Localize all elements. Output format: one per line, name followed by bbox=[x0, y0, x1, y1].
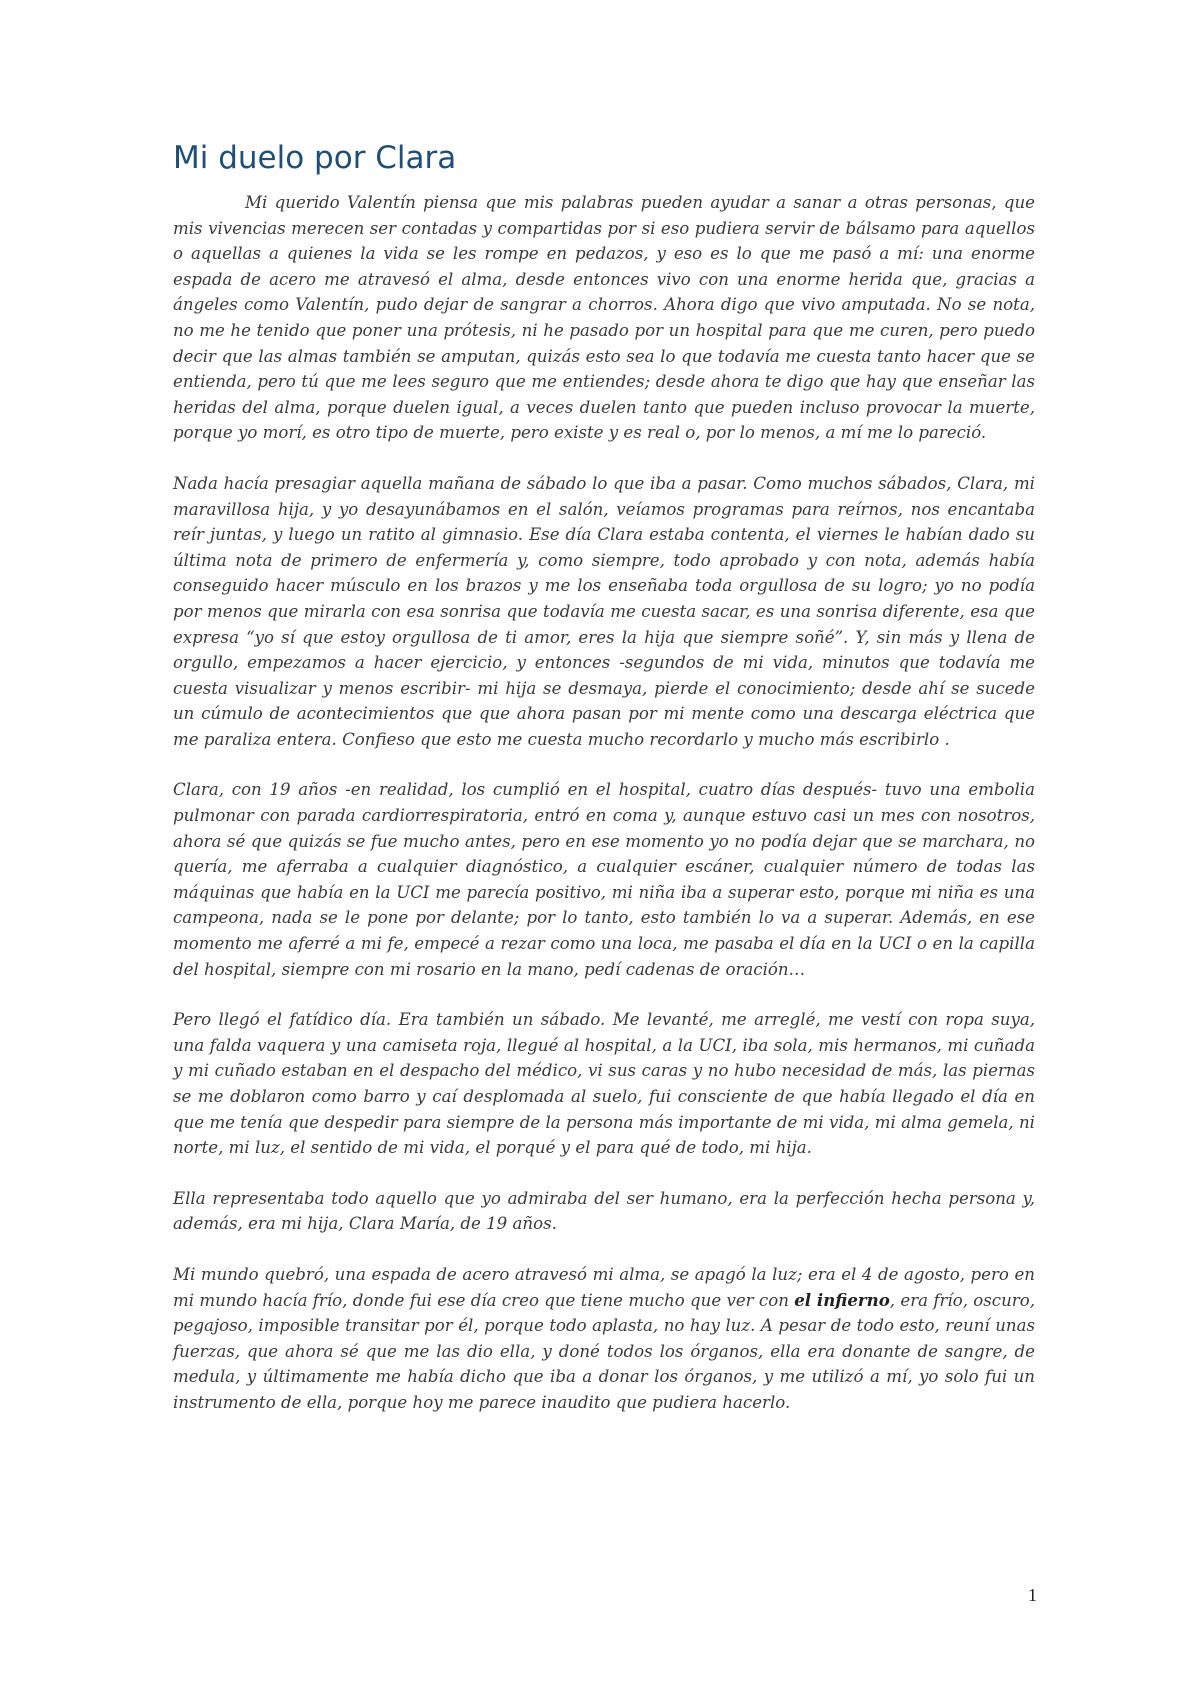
paragraph-4: Pero llegó el fatídico día. Era también un sábado. Me levanté, me arreglé, me vestí con ropa suya, una falda vaquera y una camiseta roja, llegué al hospital, a la UCI, iba sola, mis hermanos, mi cuñada y mi cuñado estaban en el despacho del médico, vi sus caras y no hubo necesidad de más, las piernas se me doblaron como barro y caí desplomada al suelo, fui consciente de que había llegado el día en que me tenía que despedir para siempre de la persona más importante de mi vida, mi alma gemela, ni norte, mi luz, el sentido de mi vida, el porqué y el para qué de todo, mi hija. bbox=[173, 1010, 1035, 1158]
document-title: Mi duelo por Clara bbox=[173, 140, 457, 176]
paragraph-3: Clara, con 19 años -en realidad, los cumplió en el hospital, cuatro días después- tuvo una embolia pulmonar con parada cardiorrespiratoria, entró en coma y, aunque estuvo casi un mes con nosotros, ahora sé que quizás se fue mucho antes, pero en ese momento yo no podía dejar que se marchara, no quería, me aferraba a cualquier diagnóstico, a cualquier escáner, cualquier número de todas las máquinas que había en la UCI me parecía positivo, mi niña iba a superar esto, porque mi niña es una campeona, nada se le pone por delante; por lo tanto, esto también lo va a superar. Además, en ese momento me aferré a mi fe, empecé a rezar como una loca, me pasaba el día en la UCI o en la capilla del hospital, siempre con mi rosario en la mano, pedí cadenas de oración… bbox=[173, 780, 1035, 979]
paragraph-6-text-after: , era frío, oscuro, pegajoso, imposible transitar por él, porque todo aplasta, no hay luz. A pesar de todo esto, reuní unas fuerzas, que ahora sé que me las dio ella, y doné todos los órganos, ella era donante de sangre, de medula, y últimamente me había dicho que iba a donar los órganos, y me utilizó a mí, yo solo fui un instrumento de ella, porque hoy me parece inaudito que pudiera hacerlo. bbox=[173, 1290, 1035, 1412]
paragraph-2: Nada hacía presagiar aquella mañana de sábado lo que iba a pasar. Como muchos sábados, Clara, mi maravillosa hija, y yo desayunábamos en el salón, veíamos programas para reírnos, nos encantaba reír juntas, y luego un ratito al gimnasio. Ese día Clara estaba contenta, el viernes le habían dado su última nota de primero de enfermería y, como siempre, todo aprobado y con nota, además había conseguido hacer músculo en los brazos y me los enseñaba toda orgullosa de su logro; yo no podía por menos que mirarla con esa sonrisa que todavía me cuesta sacar, es una sonrisa diferente, esa que expresa “yo sí que estoy orgullosa de ti amor, eres la hija que siempre soñé”. Y, sin más y llena de orgullo, empezamos a hacer ejercicio, y entonces -segundos de mi vida, minutos que todavía me cuesta visualizar y menos escribir- mi hija se desmaya, pierde el conocimiento; desde ahí se sucede un cúmulo de acontecimientos que que ahora pasan por mi mente como una descarga eléctrica que me paraliza entera. Confieso que esto me cuesta mucho recordarlo y mucho más escribirlo . bbox=[173, 473, 1035, 749]
paragraph-5: Ella representaba todo aquello que yo admiraba del ser humano, era la perfección hecha persona y, además, era mi hija, Clara María, de 19 años. bbox=[173, 1188, 1035, 1234]
document-body bbox=[173, 190, 1035, 1441]
paragraph-6 bbox=[173, 1262, 1035, 1416]
paragraph-6-bold-phrase: el infierno bbox=[794, 1289, 890, 1310]
page-number: 1 bbox=[1028, 1585, 1037, 1605]
paragraph-1: Mi querido Valentín piensa que mis palabras pueden ayudar a sanar a otras personas, que mis vivencias merecen ser contadas y compartidas por si eso pudiera servir de bálsamo para aquellos o aquellas a quienes la vida se les rompe en pedazos, y eso es lo que me pasó a mí: una enorme espada de acero me atravesó el alma, desde entonces vivo con una enorme herida que, gracias a ángeles como Valentín, pudo dejar de sangrar a chorros. Ahora digo que vivo amputada. No se nota, no me he tenido que poner una prótesis, ni he pasado por un hospital para que me curen, pero puedo decir que las almas también se amputan, quizás esto sea lo que todavía me cuesta tanto hacer que se entienda, pero tú que me lees seguro que me entiendes; desde ahora te digo que hay que enseñar las heridas del alma, porque duelen igual, a veces duelen tanto que pueden incluso provocar la muerte, porque yo morí, es otro tipo de muerte, pero existe y es real o, por lo menos, a mí me lo pareció. bbox=[173, 193, 1035, 443]
paragraph-6-text-before: Mi mundo quebró, una espada de acero atravesó mi alma, se apagó la luz; era el 4 de agosto, pero en mi mundo hacía frío, donde fui ese día creo que tiene mucho que ver con bbox=[173, 1264, 1035, 1310]
